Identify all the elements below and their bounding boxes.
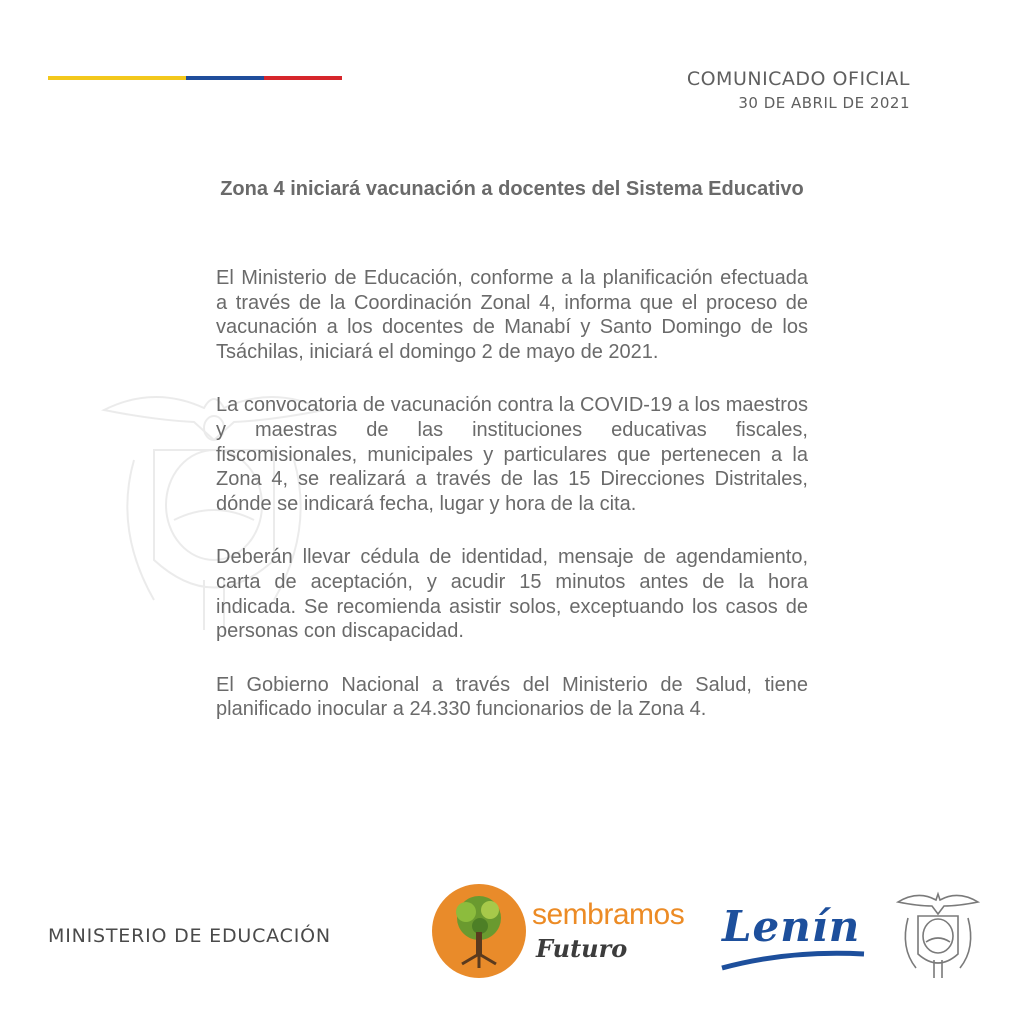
- sembramos-word: sembramos: [532, 898, 685, 931]
- lenin-word: Lenín: [722, 902, 861, 951]
- lenin-logo: [718, 898, 868, 978]
- communique-date: 30 DE ABRIL DE 2021: [738, 94, 910, 112]
- header-info: [687, 68, 910, 112]
- article-title: Zona 4 iniciará vacunación a docentes del Sistema Educativo: [220, 178, 804, 200]
- lenin-underline-swoosh-icon: [718, 946, 868, 972]
- paragraph-4: El Gobierno Nacional a través del Ministerio de Salud, tiene planificado inocular a 24.330 funcionarios de la Zona 4.: [216, 673, 808, 721]
- tree-icon: [444, 892, 514, 970]
- paragraph-2: La convocatoria de vacunación contra la COVID-19 a los maestros y maestras de las instituciones educativas fiscales, fiscomisionales, municipales y particulares que pertenecen a la Zona 4, se realizará a través de las 15 Direcciones Distritales, dónde se indicará fecha, lugar y hora de la cita.: [216, 394, 808, 515]
- flag-stripe: [48, 76, 342, 80]
- paragraph-3: Deberán llevar cédula de identidad, mensaje de agendamiento, carta de aceptación, y acudir 15 minutos antes de la hora indicada. Se recomienda asistir solos, exceptuando los casos de personas con discapacidad.: [216, 546, 808, 643]
- sembramos-futuro-logo: [432, 884, 692, 984]
- communique-label: COMUNICADO OFICIAL: [686, 68, 910, 90]
- article-body: [216, 266, 808, 751]
- flag-red-segment: [264, 76, 342, 80]
- flag-yellow-segment: [48, 76, 186, 80]
- futuro-word: Futuro: [536, 934, 628, 963]
- coat-of-arms-icon: [896, 888, 980, 980]
- ministry-name: MINISTERIO DE EDUCACIÓN: [48, 925, 331, 947]
- paragraph-1: El Ministerio de Educación, conforme a la planificación efectuada a través de la Coordinación Zonal 4, informa que el proceso de vacunación a los docentes de Manabí y Santo Domingo de los Tsáchilas, iniciará el domingo 2 de mayo de 2021.: [216, 267, 808, 363]
- flag-blue-segment: [186, 76, 264, 80]
